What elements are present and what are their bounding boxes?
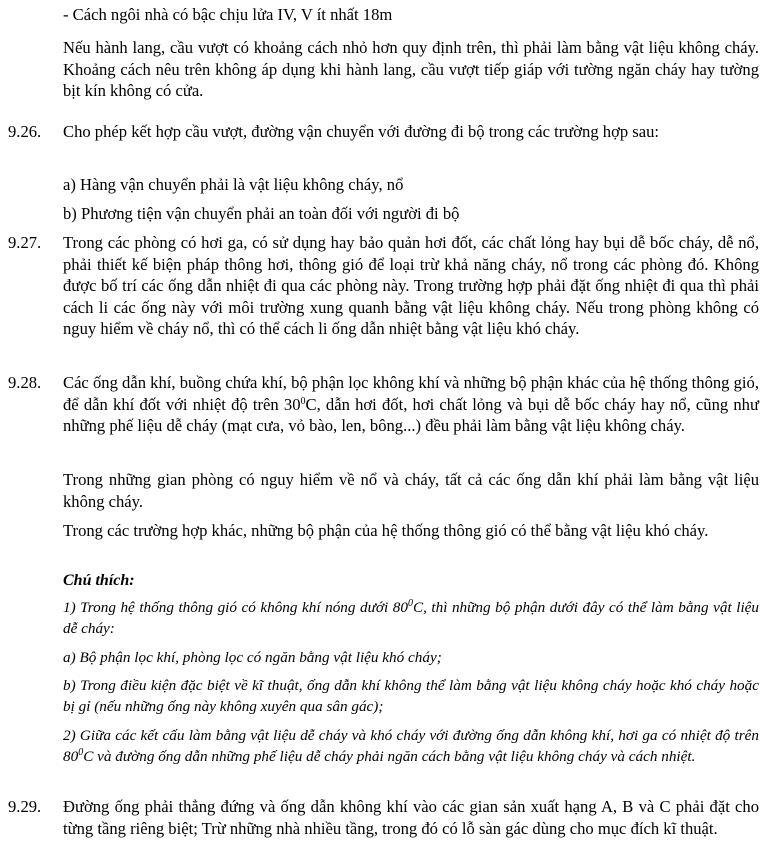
section-9-29-text: Đường ống phải thẳng đứng và ống dẫn không khí vào các gian sản xuất hạng A, B và C phải đặt cho từng tầng riêng biệt; Trừ những nhà nhiều tầng, trong đó có lỗ sàn gác dùng cho mục đích kĩ thuật. <box>63 797 759 838</box>
section-9-27-text: Trong các phòng có hơi ga, có sử dụng hay bảo quản hơi đốt, các chất lỏng hay bụi dễ bốc cháy, dễ nổ, phải thiết kế biện pháp thông hơi, thông gió để loại trừ khả năng cháy, nổ trong các phòng đó. Không được bố trí các ống dẫn nhiệt đi qua các phòng này. Trong trường hợp phải đặt ống nhiệt đi qua thì phải cách li các ống này với môi trường xung quanh bằng vật liệu không cháy. Nếu trong phòng không có nguy hiểm về cháy nổ, thì có thể cách li ống dẫn nhiệt bằng vật liệu khó cháy. <box>63 233 759 338</box>
section-9-26-item-b: b) Phương tiện vận chuyển phải an toàn đối với người đi bộ <box>63 204 460 223</box>
note-1-after: C, thì những bộ phận dưới đây có thể làm bằng vật liệu dễ cháy: <box>63 599 759 637</box>
section-9-26-item-a: a) Hàng vận chuyển phải là vật liệu không cháy, nổ <box>63 175 404 194</box>
paragraph-distance-line: - Cách ngôi nhà có bậc chịu lửa IV, V ít nhất 18m <box>63 5 393 24</box>
section-number-9-27: 9.27. <box>8 233 42 252</box>
section-number-9-29: 9.29. <box>8 797 42 816</box>
note-2-after: C và đường ống dẫn những phế liệu dễ cháy phải ngăn cách bằng vật liệu không cháy và cách nhiệt. <box>83 747 696 765</box>
section-9-26-text: Cho phép kết hợp cầu vượt, đường vận chuyển với đường đi bộ trong các trường hợp sau: <box>63 122 660 141</box>
section-number-9-26: 9.26. <box>8 122 42 141</box>
section-number-9-28: 9.28. <box>8 373 42 392</box>
degree-superscript: 0 <box>300 395 306 407</box>
note-1-item-a: a) Bộ phận lọc khí, phòng lọc có ngăn bằng vật liệu khó cháy; <box>63 649 442 666</box>
section-9-28-text-before: Các ống dẫn khí, buồng chứa khí, bộ phận lọc không khí và những bộ phận khác của hệ thống thông gió, để dẫn khí đốt với nhiệt độ trên 30 <box>63 373 759 414</box>
note-1 <box>63 598 759 639</box>
note-2-degree-superscript: 0 <box>78 746 84 758</box>
section-9-28-para3: Trong các trường hợp khác, những bộ phận của hệ thống thông gió có thể bằng vật liệu khó cháy. <box>63 521 709 540</box>
section-9-28-text-after: C, dẫn hơi đốt, hơi chất lỏng và bụi dễ bốc cháy hay nổ, cũng như những phế liệu dễ cháy (mạt cưa, vỏ bào, len, bông...) đều phải làm bằng vật liệu không cháy. <box>63 394 759 435</box>
section-9-28-text <box>63 372 759 437</box>
note-1-degree-superscript: 0 <box>407 598 413 609</box>
note-title: Chú thích: <box>63 572 135 589</box>
note-2 <box>63 726 759 767</box>
paragraph-corridor: Nếu hành lang, cầu vượt có khoảng cách nhỏ hơn quy định trên, thì phải làm bằng vật liệu không cháy. Khoảng cách nêu trên không áp dụng khi hành lang, cầu vượt tiếp giáp với tường ngăn cháy hay tường bịt kín không có cửa. <box>63 38 759 100</box>
note-1-before: 1) Trong hệ thống thông gió có không khí nóng dưới 80 <box>63 599 408 616</box>
note-2-before: 2) Giữa các kết cấu làm bằng vật liệu dễ cháy và khó cháy với đường ống dẫn không khí, hơi ga có nhiệt độ trên 80 <box>63 727 759 765</box>
note-1-item-b: b) Trong điều kiện đặc biệt về kĩ thuật, ống dẫn khí không thể làm bằng vật liệu không cháy hoặc khó cháy hoặc bị gỉ (nếu những ống này không xuyên qua sân gác); <box>63 677 759 715</box>
section-9-28-para2: Trong những gian phòng có nguy hiểm về nổ và cháy, tất cả các ống dẫn khí phải làm bằng vật liệu không cháy. <box>63 470 759 511</box>
